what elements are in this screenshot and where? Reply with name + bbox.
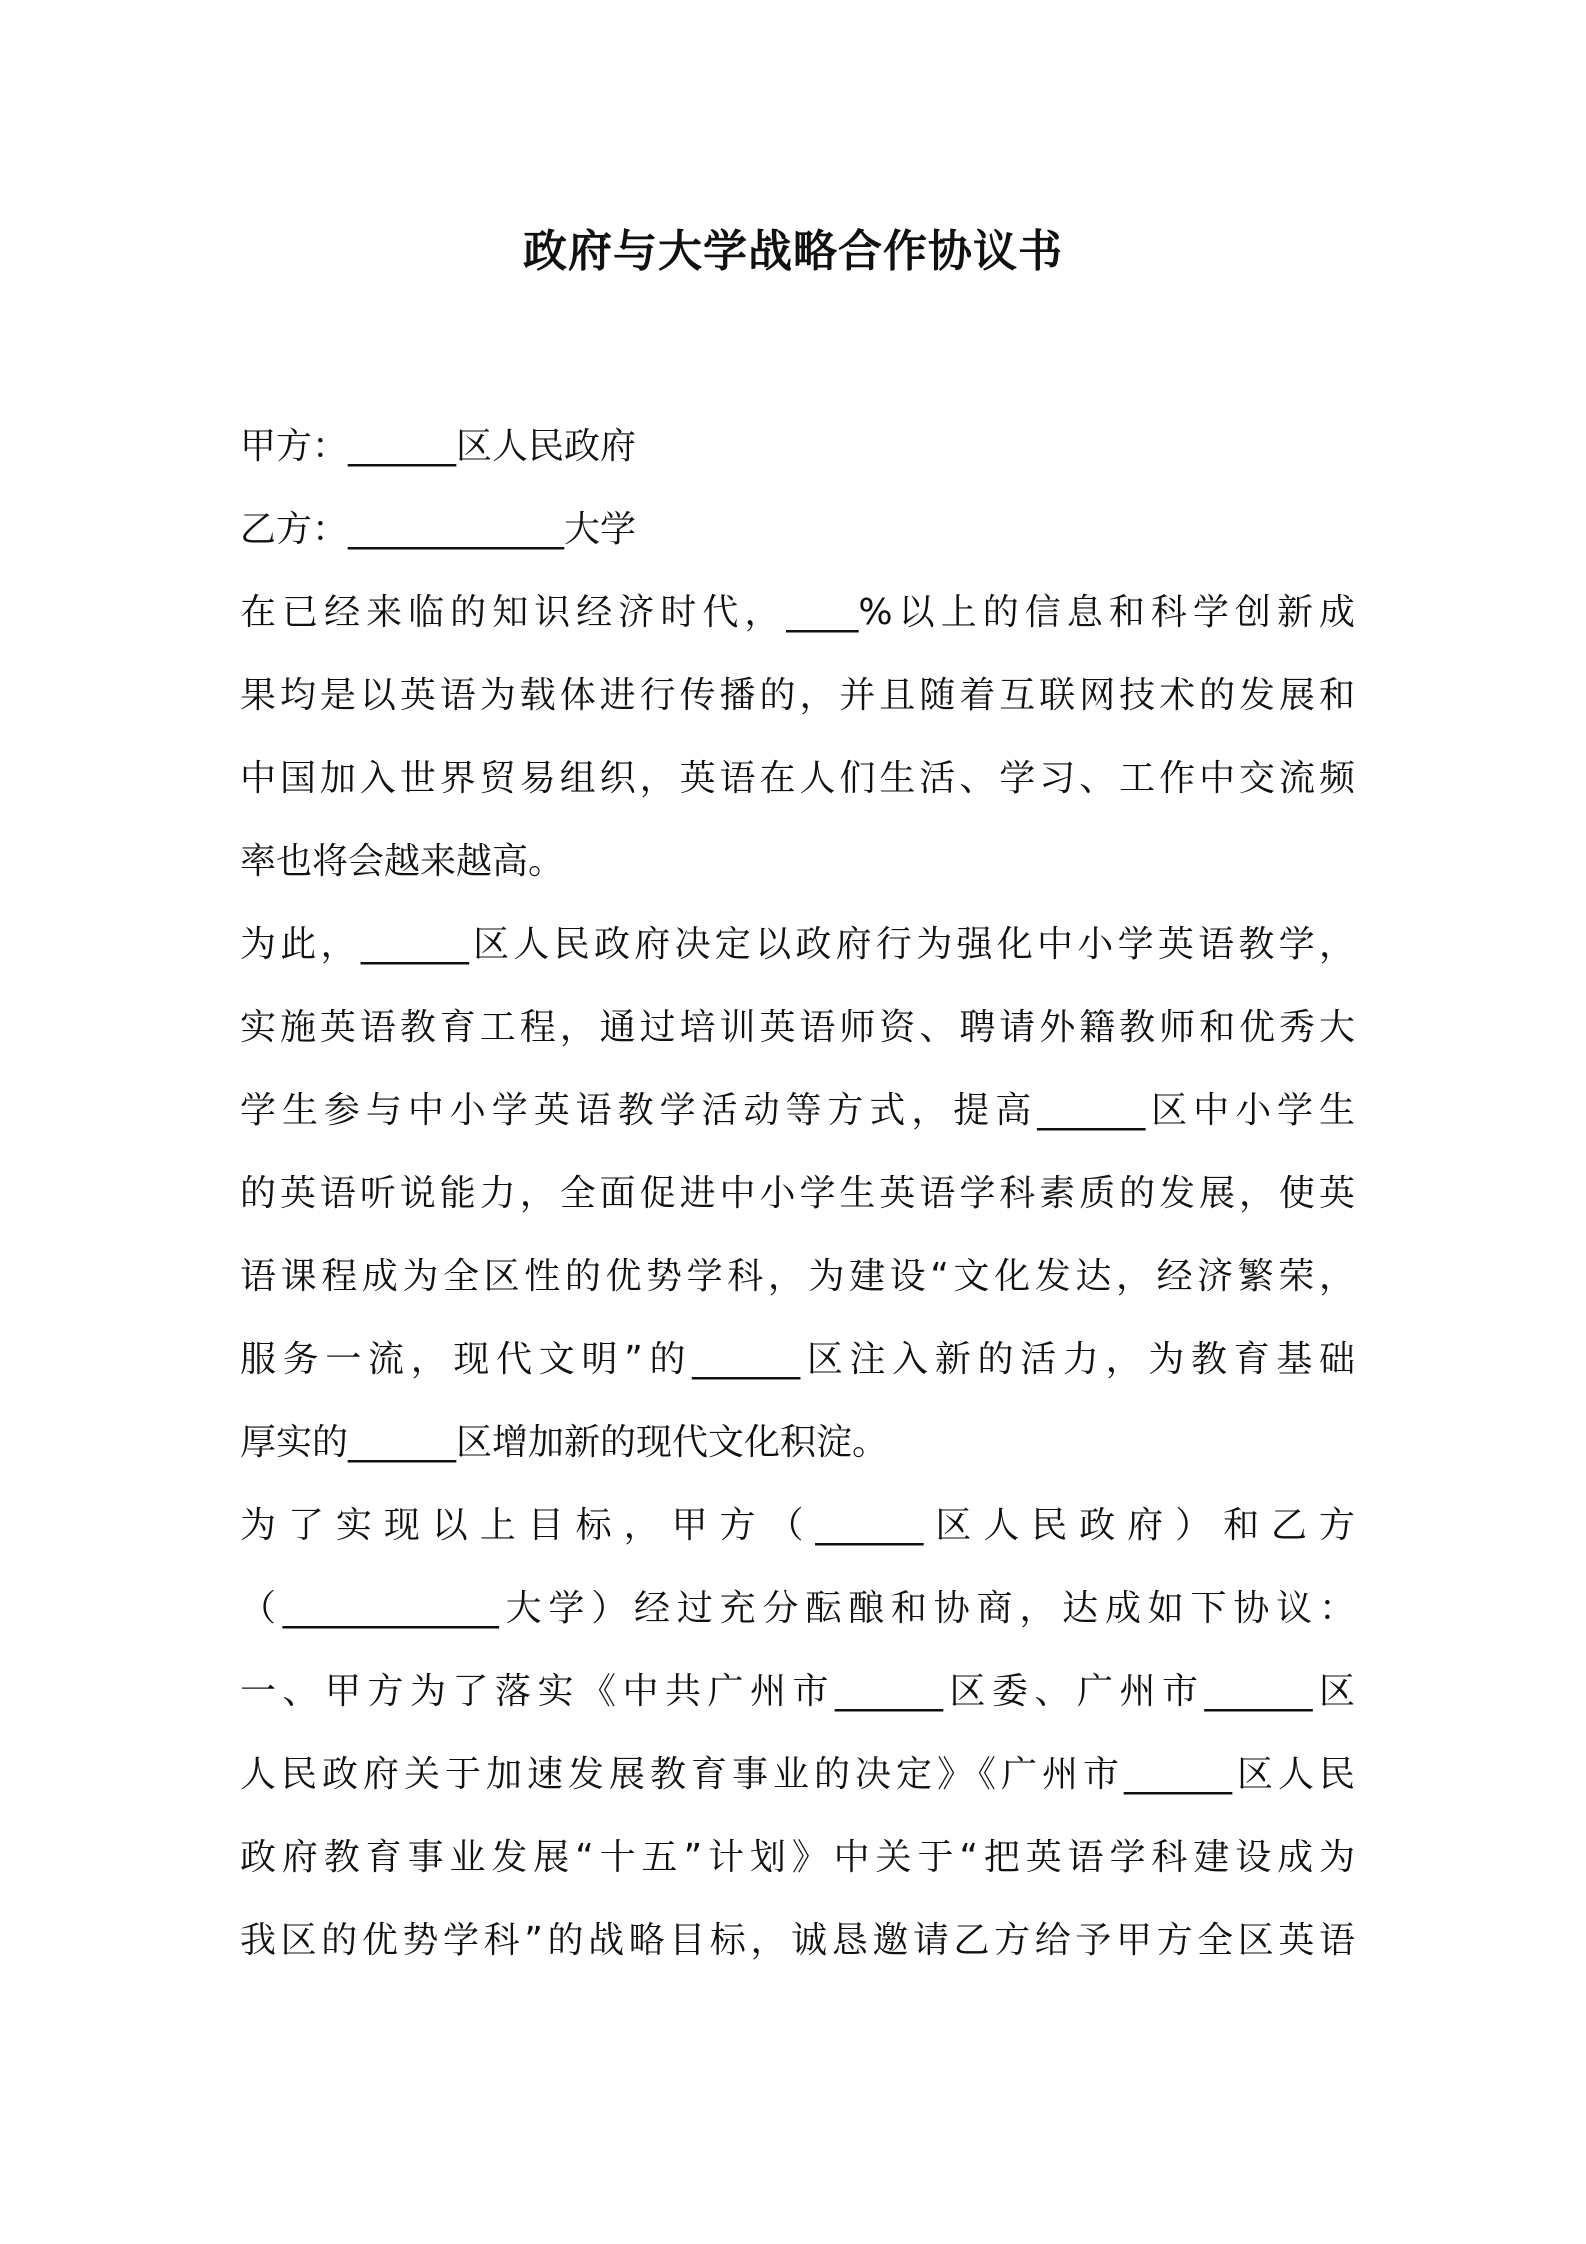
paragraph-line: 中国加入世界贸易组织，英语在人们生活、学习、工作中交流频 [240, 758, 1355, 799]
paragraph-line: 学生参与中小学英语教学活动等方式，提高______区中小学生 [240, 1090, 1355, 1131]
paragraph-line: 厚实的______区增加新的现代文化积淀。 [240, 1422, 889, 1463]
clause-line: 政府教育事业发展“十五”计划》中关于“把英语学科建设成为 [240, 1837, 1355, 1878]
clause-line: 一、甲方为了落实《中共广州市______区委、广州市______区 [240, 1671, 1355, 1712]
document-title: 政府与大学战略合作协议书 [523, 226, 1063, 277]
party-a-line: 甲方：______区人民政府 [240, 426, 637, 467]
paragraph-line: 为了实现以上目标，甲方（______区人民政府）和乙方 [240, 1505, 1355, 1546]
paragraph-line: 服务一流，现代文明”的______区注入新的活力，为教育基础 [240, 1339, 1355, 1380]
paragraph-line: 为此，______区人民政府决定以政府行为强化中小学英语教学， [240, 924, 1355, 965]
clause-line: 我区的优势学科”的战略目标，诚恳邀请乙方给予甲方全区英语 [240, 1920, 1355, 1961]
party-b-line: 乙方：____________大学 [240, 509, 637, 550]
paragraph-line: （____________大学）经过充分酝酿和协商，达成如下协议： [240, 1588, 1355, 1629]
document-body [240, 405, 1355, 1982]
paragraph-line: 果均是以英语为载体进行传播的，并且随着互联网技术的发展和 [240, 675, 1355, 716]
clause-line: 人民政府关于加速发展教育事业的决定》《广州市______区人民 [240, 1754, 1355, 1795]
paragraph-line: 语课程成为全区性的优势学科，为建设“文化发达，经济繁荣， [240, 1256, 1355, 1297]
paragraph-line: 的英语听说能力，全面促进中小学生英语学科素质的发展，使英 [240, 1173, 1355, 1214]
paragraph-line: 实施英语教育工程，通过培训英语师资、聘请外籍教师和优秀大 [240, 1007, 1355, 1048]
paragraph-line: 率也将会越来越高。 [240, 841, 565, 882]
paragraph-line: 在已经来临的知识经济时代，____%以上的信息和科学创新成 [240, 592, 1355, 633]
